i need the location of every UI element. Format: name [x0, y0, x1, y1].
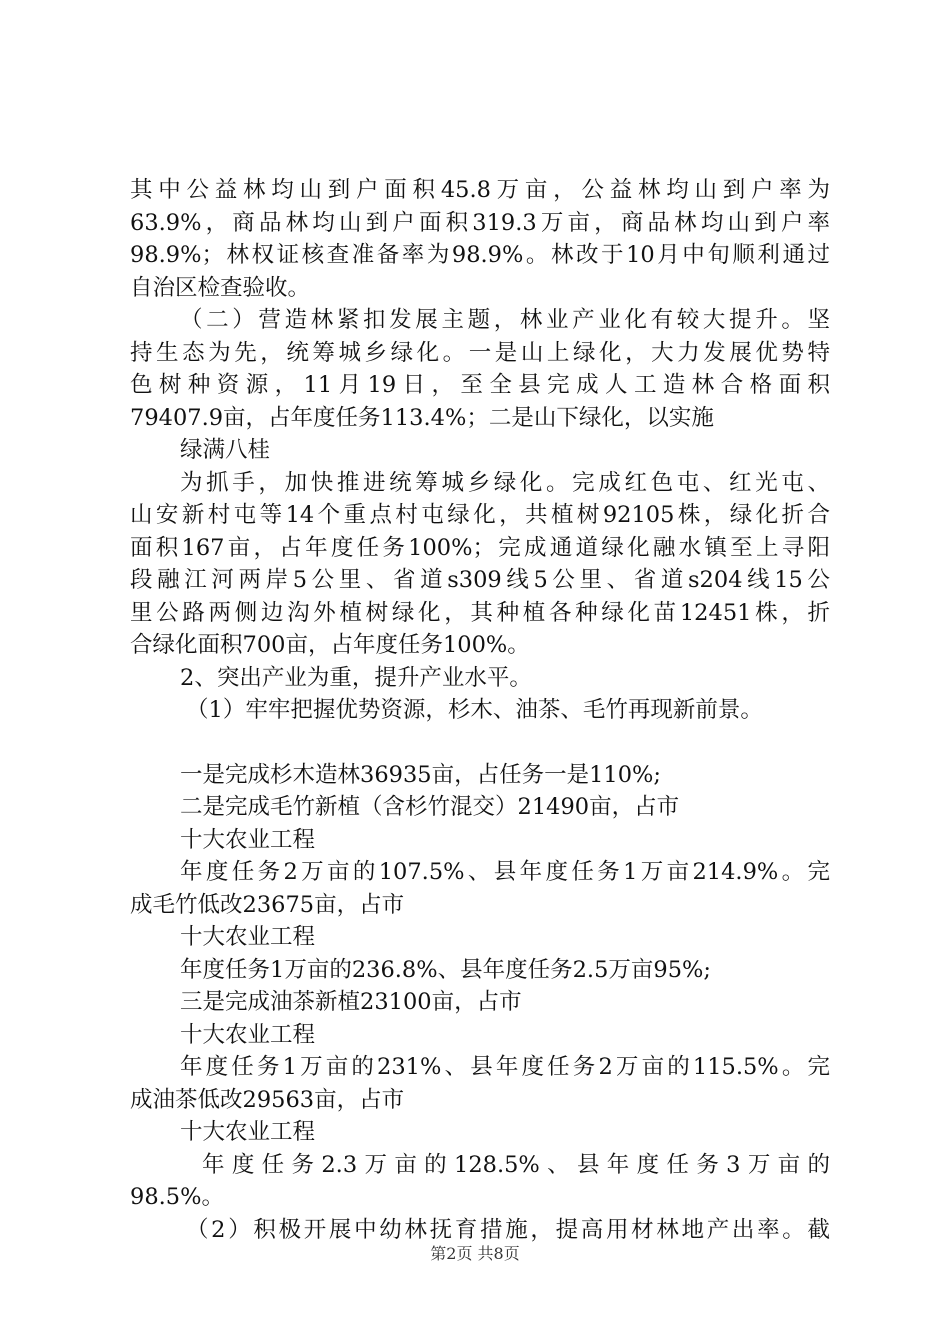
text-line: 成油茶低改29563亩，占市 [130, 1086, 405, 1113]
text-line: 色树种资源，11月19日，至全县完成人工造林合格面积 [130, 372, 830, 398]
text-line: 三是完成油茶新植23100亩，占市 [180, 989, 522, 1015]
text-line: 十大农业工程 [180, 924, 316, 950]
text-line: 段融江河两岸5公里、省道s309线5公里、省道s204线15公 [130, 567, 830, 593]
text-line: 面积167亩，占年度任务100%；完成通道绿化融水镇至上寻阳 [130, 534, 830, 561]
text-line: 持生态为先，统筹城乡绿化。一是山上绿化，大力发展优势特 [130, 339, 830, 366]
text-line: 成毛竹低改23675亩，占市 [130, 891, 405, 918]
text-line: 自治区检查验收。 [130, 274, 311, 301]
subsection-heading: （2）积极开展中幼林抚育措施，提高用材林地产出率。截 [186, 1216, 830, 1243]
text-line: 为抓手，加快推进统筹城乡绿化。完成红色屯、红光屯、 [180, 469, 830, 496]
body-text [130, 174, 830, 1246]
text-line: 其中公益林均山到户面积45.8万亩，公益林均山到户率为 [130, 177, 830, 203]
page-footer: 第2页 共8页 [430, 1244, 520, 1263]
blank-line [130, 727, 830, 759]
text-line: （二）营造林紧扣发展主题，林业产业化有较大提升。坚 [180, 307, 830, 333]
text-line: 年度任务2.3万亩的128.5%、县年度任务3万亩的 [202, 1151, 830, 1178]
text-line: 十大农业工程 [180, 1021, 316, 1048]
text-line: 年度任务1万亩的231%、县年度任务2万亩的115.5%。完 [180, 1054, 830, 1080]
text-line: 98.9%；林权证核查准备率为98.9%。林改于10月中旬顺利通过 [130, 242, 830, 268]
text-line: 山安新村屯等14个重点村屯绿化，共植树92105株，绿化折合 [130, 502, 830, 528]
text-line: 合绿化面积700亩，占年度任务100%。 [130, 632, 530, 658]
text-line: 年度任务2万亩的107.5%、县年度任务1万亩214.9%。完 [180, 859, 830, 885]
section-heading: 2、突出产业为重，提升产业水平。 [180, 664, 532, 691]
text-line: 二是完成毛竹新植（含杉竹混交）21490亩，占市 [180, 794, 680, 820]
text-line: 年度任务1万亩的236.8%、县年度任务2.5万亩95%; [180, 956, 711, 983]
text-line: 63.9%，商品林均山到户面积319.3万亩，商品林均山到户率 [130, 209, 830, 236]
subsection-heading: （1）牢牢把握优势资源，杉木、油茶、毛竹再现新前景。 [186, 697, 763, 723]
text-line: 里公路两侧边沟外植树绿化，其种植各种绿化苗12451株，折 [130, 599, 830, 626]
text-line: 十大农业工程 [180, 1119, 316, 1145]
text-line: 一是完成杉木造林36935亩，占任务一是110%; [180, 761, 661, 788]
text-line: 十大农业工程 [180, 826, 316, 853]
text-line: 79407.9亩，占年度任务113.4%；二是山下绿化，以实施 [130, 404, 714, 431]
text-line: 98.5%。 [130, 1184, 224, 1210]
text-line: 绿满八桂 [180, 437, 271, 463]
